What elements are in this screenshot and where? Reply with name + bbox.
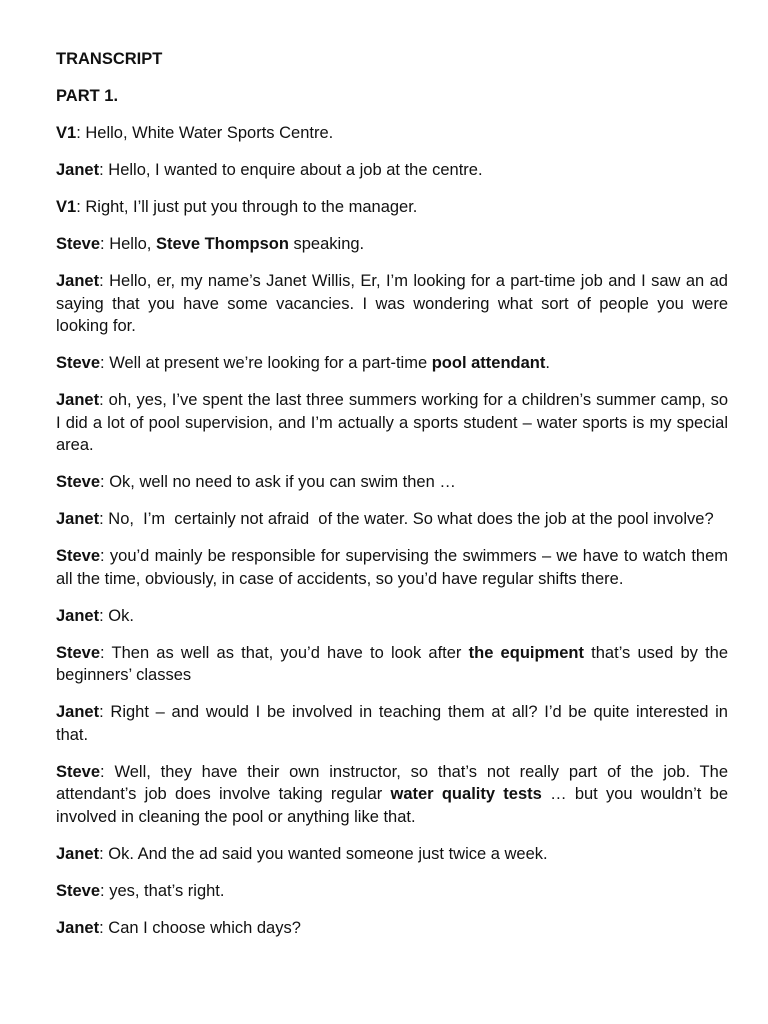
transcript-line [56,642,728,687]
transcript-line [56,843,728,866]
dialogue-text: Ok. And the ad said you wanted someone just twice a week. [103,844,548,863]
dialogue-text: Right – and would I be involved in teaching them at all? I’d be quite interested in that. [56,703,728,744]
speaker-name: Steve [56,547,101,565]
speaker-name: Janet [56,918,100,937]
speaker-separator: : [100,235,105,253]
transcript-line [56,471,728,494]
transcript-line [56,917,728,940]
speaker-name: Janet [56,161,100,179]
speaker-name: Steve [56,643,101,662]
speaker-separator: : [100,354,105,372]
dialogue-text: Hello, [104,235,156,253]
dialogue-text: . [545,354,550,372]
transcript-line [56,196,728,219]
speaker-name: Janet [56,391,100,409]
transcript-line [56,389,728,457]
transcript-line [56,233,728,256]
speaker-name: Steve [56,762,101,781]
document-title: TRANSCRIPT [56,50,163,68]
transcript-line [56,545,728,590]
speaker-separator: : [99,703,104,721]
dialogue-text: Can I choose which days? [103,918,301,937]
speaker-separator: : [99,161,104,179]
speaker-name: V1 [56,198,77,216]
speaker-separator: : [99,391,104,409]
speaker-separator: : [99,844,104,863]
emphasized-text: Steve Thompson [155,235,289,253]
speaker-name: Steve [56,881,101,900]
speaker-separator: : [99,918,104,937]
speaker-separator: : [100,881,105,900]
dialogue-text: Ok. [103,606,134,625]
transcript-body [56,122,728,939]
emphasized-text: the equipment [468,643,584,662]
speaker-separator: : [76,198,81,216]
speaker-name: Steve [56,235,101,253]
transcript-line [56,701,728,746]
speaker-separator: : [100,643,105,662]
speaker-separator: : [100,473,105,491]
transcript-line [56,159,728,182]
transcript-line [56,270,728,338]
dialogue-text: Right, I’ll just put you through to the manager. [80,198,418,216]
transcript-line [56,508,728,531]
speaker-name: Janet [56,606,100,625]
speaker-separator: : [99,606,104,625]
dialogue-text: Hello, er, my name’s Janet Willis, Er, I’m looking for a part-time job and I saw an ad saying that you have some vacancies. I was wondering what sort of people you were looking for. [56,272,728,335]
dialogue-text: … but you wouldn’t be involved in cleaning the pool or anything like that. [56,785,728,826]
transcript-line [56,352,728,375]
transcript-line [56,761,728,829]
dialogue-text: Ok, well no need to ask if you can swim then … [104,473,456,491]
speaker-name: Janet [56,844,100,863]
speaker-separator: : [100,762,105,781]
dialogue-text: Hello, White Water Sports Centre. [80,124,334,142]
dialogue-text: speaking. [288,235,365,253]
dialogue-text: Hello, I wanted to enquire about a job at the centre. [103,161,483,179]
speaker-name: V1 [56,124,77,142]
dialogue-text: Then as well as that, you’d have to look after [104,643,469,662]
dialogue-text: yes, that’s right. [104,881,225,900]
transcript-line [56,605,728,628]
transcript-line [56,880,728,903]
dialogue-text: Well, they have their own instructor, so that’s not really part of the job. The attendant’s job does involve taking regular [56,762,728,803]
speaker-name: Janet [56,703,100,721]
emphasized-text: water quality tests [390,785,542,803]
dialogue-text: Well at present we’re looking for a part-time [104,354,432,372]
dialogue-text: No, I’m certainly not afraid of the water. So what does the job at the pool involve? [103,510,714,528]
speaker-separator: : [99,510,104,528]
dialogue-text: that’s used by the beginners’ classes [56,643,729,684]
speaker-name: Steve [56,354,101,372]
speaker-separator: : [76,124,81,142]
speaker-separator: : [100,547,105,565]
emphasized-text: pool attendant [431,354,546,372]
part-heading: PART 1. [56,87,119,105]
speaker-name: Janet [56,510,100,528]
speaker-name: Steve [56,473,101,491]
transcript-line [56,122,728,145]
speaker-separator: : [99,272,104,290]
dialogue-text: oh, yes, I’ve spent the last three summers working for a children’s summer camp, so I did a lot of pool supervision, and I’m actually a sports student – water sports is my special area. [56,391,728,454]
dialogue-text: you’d mainly be responsible for supervising the swimmers – we have to watch them all the time, obviously, in case of accidents, so you’d have regular shifts there. [56,547,728,588]
speaker-name: Janet [56,272,100,290]
